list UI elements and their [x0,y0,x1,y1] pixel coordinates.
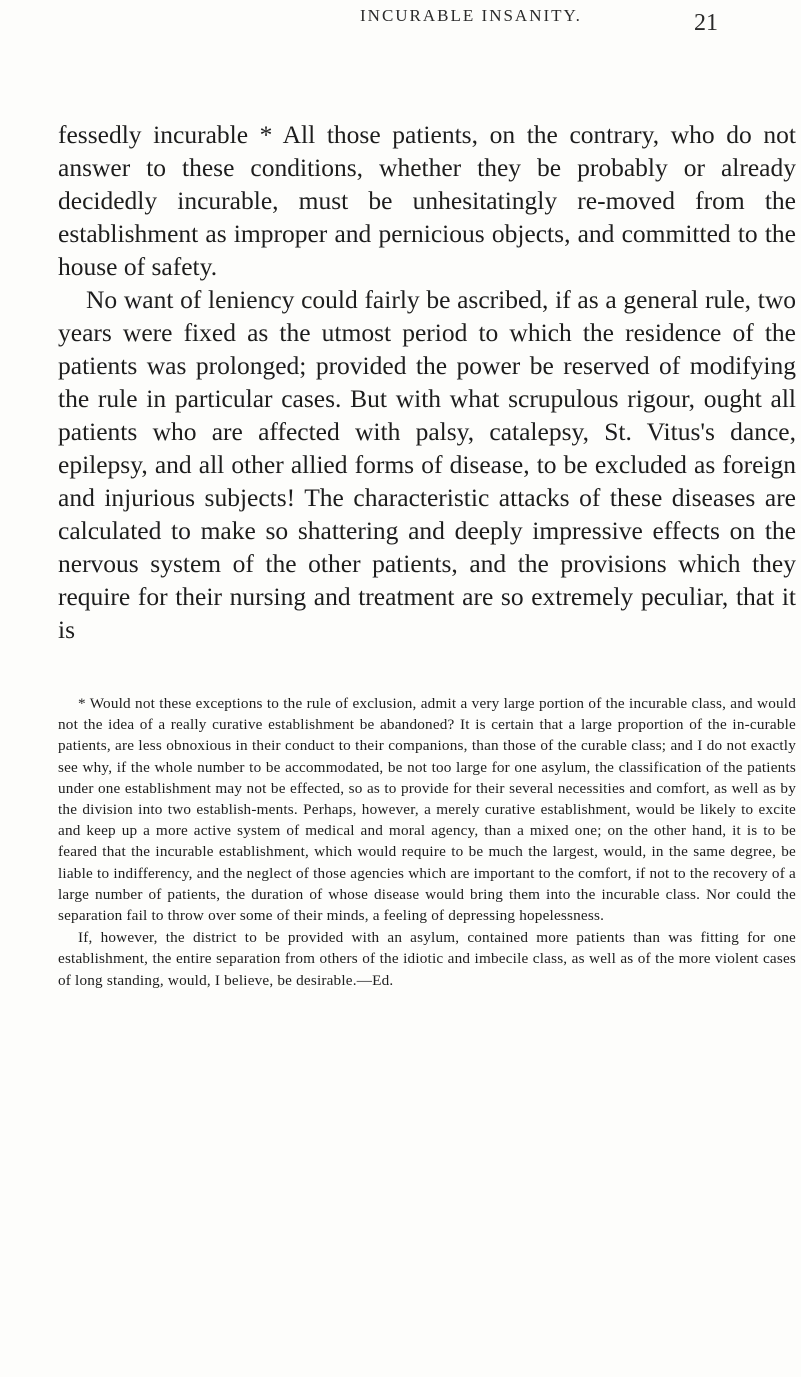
paragraph: fessedly incurable * All those patients, on the contrary, who do not answer to these conditions, whether they be probably or already decidedly incurable, must be unhesitatingly re-moved from the establishment as improper and pernicious objects, and committed to the house of safety. [58,120,796,281]
paragraph: No want of leniency could fairly be ascribed, if as a general rule, two years were fixed as the utmost period to which the residence of the patients was prolonged; provided the power be reserved of modifying the rule in particular cases. But with what scrupulous rigour, ought all patients who are affected with palsy, catalepsy, St. Vitus's dance, epilepsy, and all other allied forms of disease, to be excluded as foreign and injurious subjects! The characteristic attacks of these diseases are calculated to make so shattering and deeply impressive effects on the nervous system of the other patients, and the provisions which they require for their nursing and treatment are so extremely peculiar, that it is [58,285,796,644]
running-head-title: INCURABLE INSANITY. [360,6,582,25]
footnote-block [58,693,796,991]
footnote-paragraph: * Would not these exceptions to the rule of exclusion, admit a very large portion of the incurable class, and would not the idea of a really curative establishment be abandoned? It is certain that a large proportion of the in-curable patients, are less obnoxious in their conduct to their companions, than those of the curable class; and I do not exactly see why, if the whole number to be accommodated, be not too large for one asylum, the classification of the patients under one establishment may not be effected, so as to provide for their several necessities and comfort, as well as by the division into two establish-ments. Perhaps, however, a merely curative establishment, would be likely to excite and keep up a more active system of medical and moral agency, than a mixed one; on the other hand, it is to be feared that the incurable establishment, which would require to be much the largest, would, in the same degree, be liable to indifferency, and the neglect of those agencies which are important to the comfort, if not to the recovery of a large number of patients, the duration of whose disease would bring them into the incurable class. Nor could the separation fail to throw over some of their minds, a feeling of depressing hopelessness. [58,695,796,925]
main-text [58,118,796,646]
page-number: 21 [694,10,718,36]
footnote-paragraph: If, however, the district to be provided with an asylum, contained more patients than was fitting for one establishment, the entire separation from others of the idiotic and imbecile class, as well as of the more violent cases of long standing, would, I believe, be desirable.—Ed. [58,929,796,989]
